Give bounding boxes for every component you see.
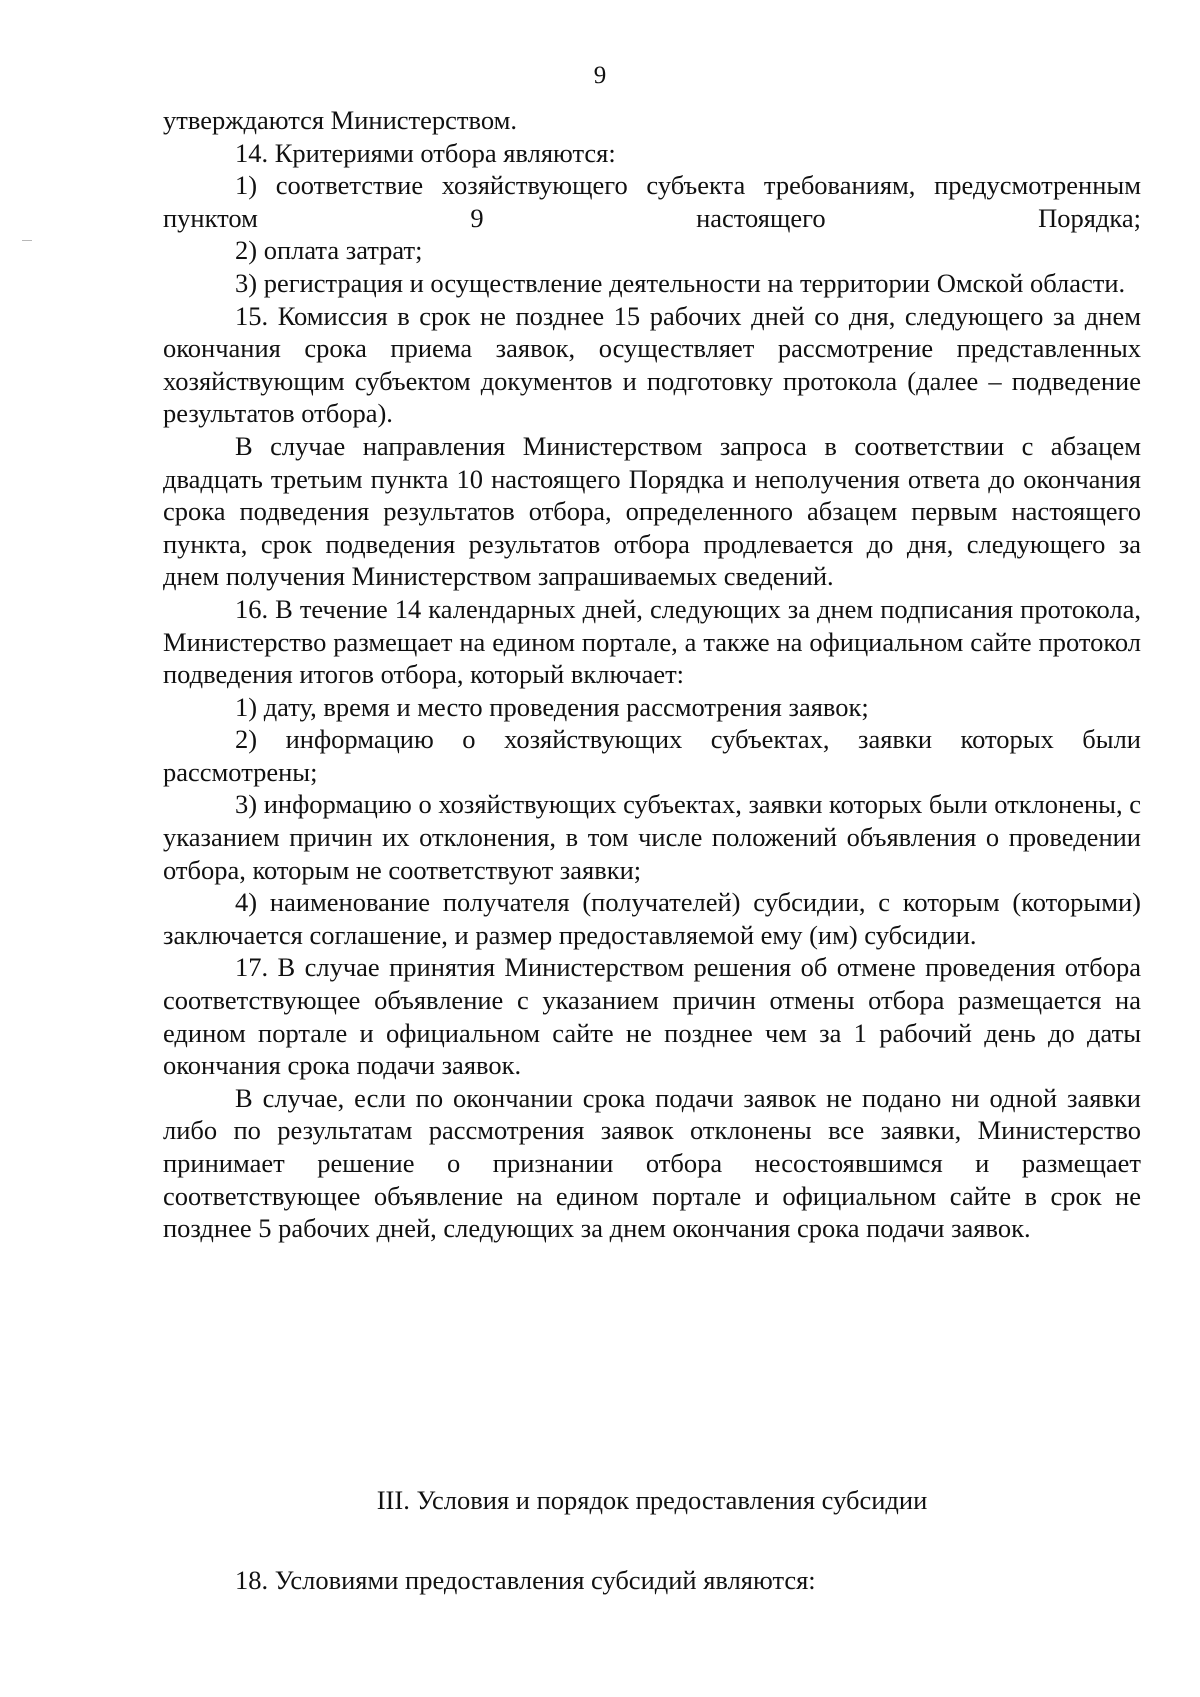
paragraph-protocol-3: 3) информацию о хозяйствующих субъектах, заявки которых были отклонены, с указанием причин их отклонения, в том числе положений объявления о проведении отбора, которым не соответствуют заявки; — [163, 789, 1141, 885]
paragraph-item-18: 18. Условиями предоставления субсидий являются: — [235, 1565, 816, 1595]
paragraph-criterion-2: 2) оплата затрат; — [235, 235, 423, 266]
paragraph-criterion-1: 1) соответствие хозяйствующего субъекта требованиям, предусмотренным пунктом 9 настоящего Порядка; — [163, 170, 1141, 233]
paragraph-item-17-failed-selection: В случае, если по окончании срока подачи заявок не подано ни одной заявки либо по результатам рассмотрения заявок отклонены все заявки, Министерство принимает решение о признании отбора несостоявшимся и размещает соответствующее объявление на едином портале и официальном сайте в срок не позднее 5 рабочих дней, следующих за днем окончания срока подачи заявок. — [163, 1082, 1141, 1244]
paragraph-continuation: утверждаются Министерством. — [163, 105, 517, 135]
paragraph-protocol-4: 4) наименование получателя (получателей) субсидии, с которым (которыми) заключается соглашение, и размер предоставляемой ему (им) субсидии. — [163, 887, 1141, 950]
paragraph-protocol-2: 2) информацию о хозяйствующих субъектах, заявки которых были рассмотрены; — [163, 724, 1141, 787]
paragraph-protocol-1: 1) дату, время и место проведения рассмотрения заявок; — [235, 691, 869, 722]
paragraph-item-16: 16. В течение 14 календарных дней, следующих за днем подписания протокола, Министерство размещает на едином портале, а также на официальном сайте протокол подведения итогов отбора, который включает: — [163, 593, 1141, 690]
page-number: 9 — [593, 62, 607, 89]
paragraph-item-14: 14. Критериями отбора являются: — [235, 137, 616, 168]
section-heading: III. Условия и порядок предоставления субсидии — [376, 1485, 928, 1515]
margin-scan-mark — [22, 240, 32, 241]
paragraph-criterion-3: 3) регистрация и осуществление деятельности на территории Омской области. — [235, 267, 1126, 298]
paragraph-item-15-extension: В случае направления Министерством запроса в соответствии с абзацем двадцать третьим пункта 10 настоящего Порядка и неполучения ответа до окончания срока подведения результатов отбора, определенного абзацем первым настоящего пункта, срок подведения результатов отбора продлевается до дня, следующего за днем получения Министерством запрашиваемых сведений. — [163, 430, 1141, 592]
paragraph-item-15: 15. Комиссия в срок не позднее 15 рабочих дней со дня, следующего за днем окончания срока приема заявок, осуществляет рассмотрение представленных хозяйствующим субъектом документов и подготовку протокола (далее – подведение результатов отбора). — [163, 300, 1141, 429]
paragraph-item-17: 17. В случае принятия Министерством решения об отмене проведения отбора соответствующее объявление с указанием причин отмены отбора размещается на едином портале и официальном сайте не позднее чем за 1 рабочий день до даты окончания срока подачи заявок. — [163, 952, 1141, 1081]
document-body — [163, 104, 1141, 1245]
